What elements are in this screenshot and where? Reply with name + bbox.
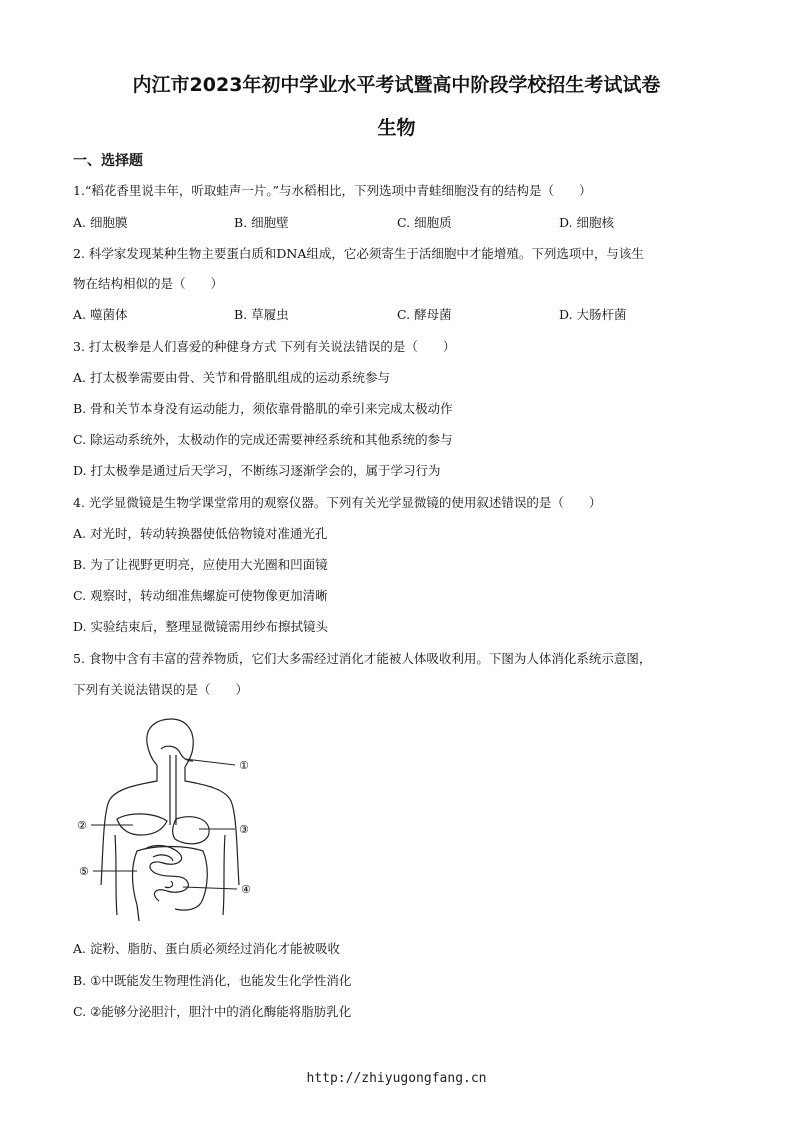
- q5-option-c: C. ②能够分泌胆汁，胆汁中的消化酶能将脂肪乳化: [73, 1004, 352, 1019]
- q2-stem-line2: 物在结构相似的是（ ）: [73, 276, 224, 291]
- q1-option-b: B. 细胞壁: [234, 215, 289, 230]
- exam-title: 内江市2023年初中学业水平考试暨高中阶段学校招生考试试卷: [132, 74, 661, 96]
- section-heading: 一、选择题: [73, 153, 143, 169]
- q4-option-c: C. 观察时，转动细准焦螺旋可使物像更加清晰: [73, 588, 328, 603]
- q3-option-b: B. 骨和关节本身没有运动能力，须依靠骨骼肌的牵引来完成太极动作: [73, 401, 453, 416]
- label-2: ②: [77, 819, 87, 832]
- q2-stem-line1: 2. 科学家发现某种生物主要蛋白质和DNA组成，它必须寄生于活细胞中才能增殖。下列选项中，与该生: [73, 246, 644, 261]
- q1-stem: 1.“稻花香里说丰年，听取蛙声一片。”与水稻相比，下列选项中青蛙细胞没有的结构是（ ）: [73, 183, 592, 198]
- q2-option-d: D. 大肠杆菌: [559, 307, 627, 322]
- q3-stem: 3. 打太极拳是人们喜爱的种健身方式 下列有关说法错误的是（ ）: [73, 339, 456, 354]
- q3-option-c: C. 除运动系统外，太极动作的完成还需要神经系统和其他系统的参与: [73, 432, 453, 447]
- q1-option-d: D. 细胞核: [559, 215, 615, 230]
- q5-stem-line2: 下列有关说法错误的是（ ）: [73, 682, 249, 697]
- q4-option-d: D. 实验结束后，整理显微镜需用纱布擦拭镜头: [73, 619, 329, 634]
- q2-option-c: C. 酵母菌: [397, 307, 452, 322]
- q2-option-a: A. 噬菌体: [73, 307, 128, 322]
- label-1: ①: [239, 759, 249, 772]
- q5-option-b: B. ①中既能发生物理性消化，也能发生化学性消化: [73, 973, 352, 988]
- q1-option-a: A. 细胞膜: [73, 215, 128, 230]
- q4-option-b: B. 为了让视野更明亮，应使用大光圈和凹面镜: [73, 557, 328, 572]
- label-5: ⑤: [79, 865, 89, 878]
- q3-option-a: A. 打太极拳需要由骨、关节和骨骼肌组成的运动系统参与: [73, 370, 390, 385]
- label-3: ③: [239, 823, 249, 836]
- q3-option-d: D. 打太极拳是通过后天学习，不断练习逐渐学会的，属于学习行为: [73, 463, 441, 478]
- q2-option-b: B. 草履虫: [234, 307, 289, 322]
- digestive-system-diagram: [75, 715, 265, 925]
- q5-stem-line1: 5. 食物中含有丰富的营养物质，它们大多需经过消化才能被人体吸收利用。下图为人体消化系统示意图，: [73, 651, 652, 666]
- footer-url: http://zhiyugongfang.cn: [306, 1071, 487, 1086]
- q4-option-a: A. 对光时，转动转换器使低倍物镜对准通光孔: [73, 526, 328, 541]
- q4-stem: 4. 光学显微镜是生物学课堂常用的观察仪器。下列有关光学显微镜的使用叙述错误的是（ ）: [73, 495, 602, 510]
- q1-option-c: C. 细胞质: [397, 215, 452, 230]
- exam-subject: 生物: [377, 117, 416, 139]
- q5-option-a: A. 淀粉、脂肪、蛋白质必须经过消化才能被吸收: [73, 941, 340, 956]
- label-4: ④: [241, 883, 251, 896]
